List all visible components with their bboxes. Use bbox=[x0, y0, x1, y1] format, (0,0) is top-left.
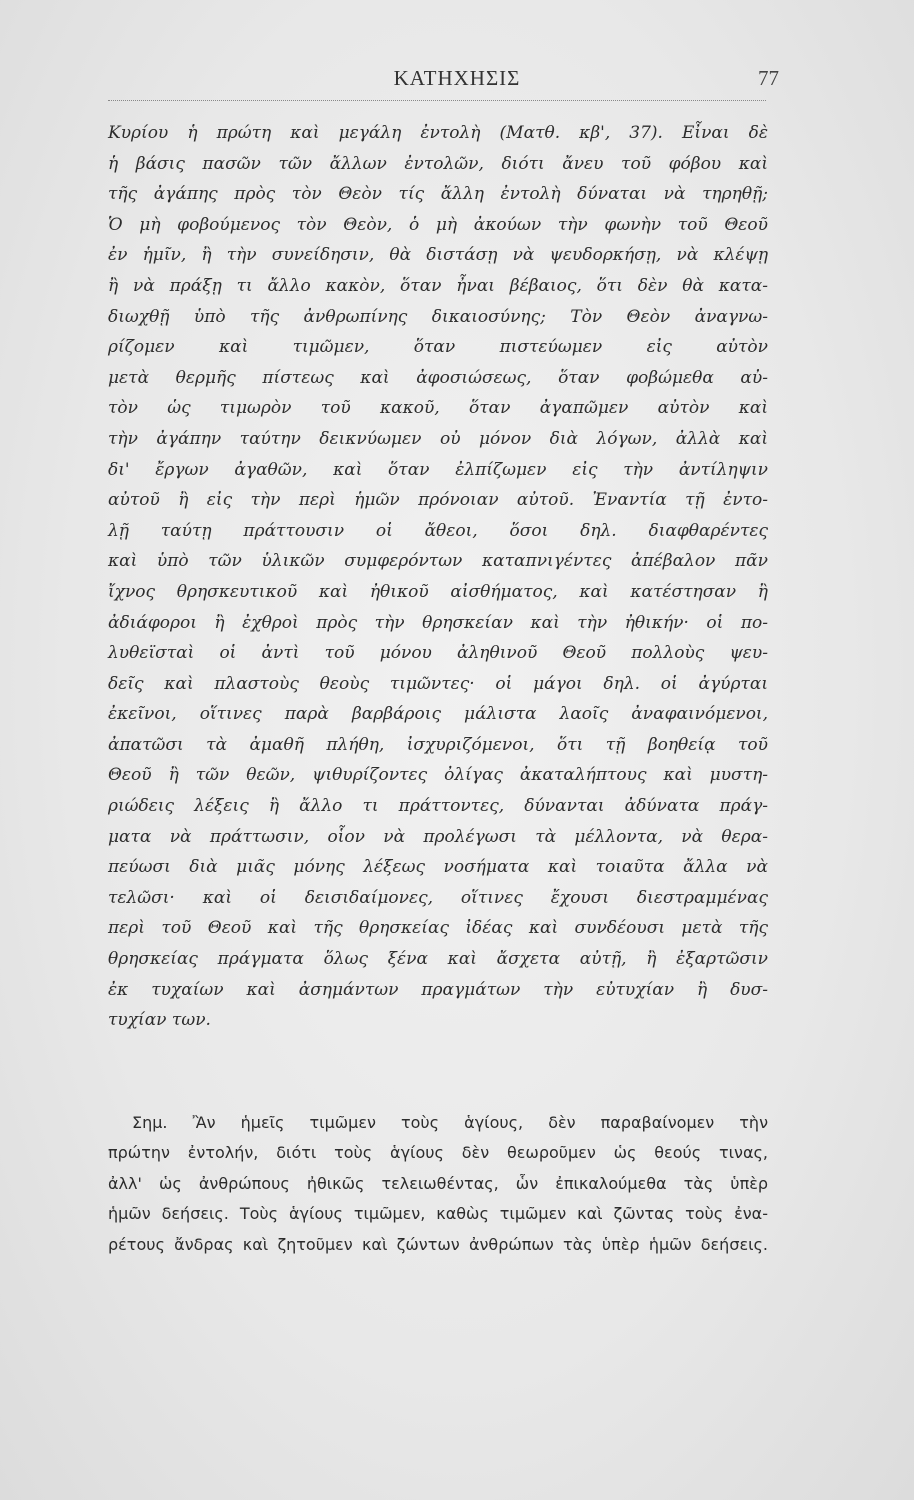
text-line: μετὰ θερμῆς πίστεως καὶ ἀφοσιώσεως, ὅταν φοβώμεθα αὐ- bbox=[108, 367, 768, 388]
text-line: θρησκείας πράγματα ὅλως ξένα καὶ ἄσχετα αὐτῇ, ἢ ἐξαρτῶσιν bbox=[108, 949, 768, 970]
text-line: ἐκεῖνοι, οἵτινες παρὰ βαρβάροις μάλιστα λαοῖς ἀναφαινόμενοι, bbox=[108, 704, 768, 725]
text-line: ἴχνος θρησκευτικοῦ καὶ ἠθικοῦ αἰσθήματος, καὶ κατέστησαν ἢ bbox=[108, 581, 768, 602]
page-number: 77 bbox=[758, 66, 779, 90]
footnote-line: πρώτην ἐντολήν, διότι τοὺς ἁγίους δὲν θεωροῦμεν ὡς θεούς τινας, bbox=[108, 1143, 768, 1163]
text-line: διωχθῇ ὑπὸ τῆς ἀνθρωπίνης δικαιοσύνης; Τὸν Θεὸν ἀναγνω- bbox=[108, 306, 768, 327]
text-line: ἐν ἡμῖν, ἢ τὴν συνείδησιν, θὰ διστάσῃ νὰ ψευδορκήσῃ, νὰ κλέψῃ bbox=[108, 245, 768, 266]
text-line: δεῖς καὶ πλαστοὺς θεοὺς τιμῶντες· οἱ μάγοι δηλ. οἱ ἀγύρται bbox=[108, 673, 768, 694]
text-line: τυχίαν των. bbox=[108, 1010, 211, 1031]
text-line: δι' ἔργων ἀγαθῶν, καὶ ὅταν ἐλπίζωμεν εἰς τὴν ἀντίληψιν bbox=[108, 459, 768, 480]
text-line: Κυρίου ἡ πρώτη καὶ μεγάλη ἐντολὴ (Ματθ. κβ', 37). Εἶναι δὲ bbox=[108, 123, 768, 143]
header-rule bbox=[108, 100, 766, 101]
text-line: αὐτοῦ ἢ εἰς τὴν περὶ ἡμῶν πρόνοιαν αὐτοῦ. Ἐναντία τῇ ἐντο- bbox=[108, 490, 768, 511]
text-line: τὴν ἀγάπην ταύτην δεικνύωμεν οὐ μόνον διὰ λόγων, ἀλλὰ καὶ bbox=[108, 428, 768, 449]
text-line: ἢ νὰ πράξῃ τι ἄλλο κακὸν, ὅταν ἦναι βέβαιος, ὅτι δὲν θὰ κατα- bbox=[108, 275, 768, 296]
text-line: καὶ ὑπὸ τῶν ὑλικῶν συμφερόντων καταπνιγέντες ἀπέβαλον πᾶν bbox=[108, 551, 768, 572]
text-line: ριώδεις λέξεις ἢ ἄλλο τι πράττοντες, δύνανται ἀδύνατα πράγ- bbox=[108, 796, 768, 817]
footnote bbox=[108, 1108, 768, 1260]
footnote-line: Σημ. Ἂν ἡμεῖς τιμῶμεν τοὺς ἁγίους, δὲν παραβαίνομεν τὴν bbox=[132, 1113, 768, 1132]
text-line: ματα νὰ πράττωσιν, οἷον νὰ προλέγωσι τὰ μέλλοντα, νὰ θερα- bbox=[108, 826, 768, 847]
footnote-line: ἀλλ' ὡς ἀνθρώπους ἠθικῶς τελειωθέντας, ὧν ἐπικαλούμεθα τὰς ὑπὲρ bbox=[108, 1173, 768, 1193]
running-header-title: ΚΑΤΗΧΗΣΙΣ bbox=[393, 66, 521, 90]
text-line: περὶ τοῦ Θεοῦ καὶ τῆς θρησκείας ἰδέας καὶ συνδέουσι μετὰ τῆς bbox=[108, 918, 768, 939]
footnote-line: ρέτους ἄνδρας καὶ ζητοῦμεν καὶ ζώντων ἀνθρώπων τὰς ὑπὲρ ἡμῶν δεήσεις. bbox=[108, 1234, 768, 1254]
text-line: λυθεϊσταὶ οἱ ἀντὶ τοῦ μόνου ἀληθινοῦ Θεοῦ πολλοὺς ψευ- bbox=[108, 643, 768, 664]
text-line: ἀδιάφοροι ἢ ἐχθροὶ πρὸς τὴν θρησκείαν καὶ τὴν ἠθικήν· οἱ πο- bbox=[108, 612, 768, 633]
text-line: τὸν ὡς τιμωρὸν τοῦ κακοῦ, ὅταν ἀγαπῶμεν αὐτὸν καὶ bbox=[108, 398, 768, 419]
text-line: λῇ ταύτῃ πράττουσιν οἱ ἄθεοι, ὅσοι δηλ. διαφθαρέντες bbox=[108, 520, 768, 541]
text-line: ἀπατῶσι τὰ ἀμαθῆ πλήθη, ἰσχυριζόμενοι, ὅτι τῇ βοηθείᾳ τοῦ bbox=[108, 734, 768, 755]
text-line: Θεοῦ ἢ τῶν θεῶν, ψιθυρίζοντες ὀλίγας ἀκαταλήπτους καὶ μυστη- bbox=[108, 765, 768, 786]
text-line: τῆς ἀγάπης πρὸς τὸν Θεὸν τίς ἄλλη ἐντολὴ δύναται νὰ τηρηθῇ; bbox=[108, 184, 768, 205]
text-line: ρίζομεν καὶ τιμῶμεν, ὅταν πιστεύωμεν εἰς αὐτὸν bbox=[108, 337, 768, 358]
main-text bbox=[108, 118, 768, 1036]
footnote-line: ἡμῶν δεήσεις. Τοὺς ἁγίους τιμῶμεν, καθὼς τιμῶμεν καὶ ζῶντας τοὺς ἐνα- bbox=[108, 1204, 768, 1224]
text-line: τελῶσι· καὶ οἱ δεισιδαίμονες, οἵτινες ἔχουσι διεστραμμένας bbox=[108, 887, 768, 908]
text-line: Ὁ μὴ φοβούμενος τὸν Θεὸν, ὁ μὴ ἀκούων τὴν φωνὴν τοῦ Θεοῦ bbox=[108, 214, 768, 235]
text-line: ἡ βάσις πασῶν τῶν ἄλλων ἐντολῶν, διότι ἄνευ τοῦ φόβου καὶ bbox=[108, 153, 768, 174]
text-line: πεύωσι διὰ μιᾶς μόνης λέξεως νοσήματα καὶ τοιαῦτα ἄλλα νὰ bbox=[108, 857, 768, 878]
text-line: ἐκ τυχαίων καὶ ἀσημάντων πραγμάτων τὴν εὐτυχίαν ἢ δυσ- bbox=[108, 979, 768, 1000]
